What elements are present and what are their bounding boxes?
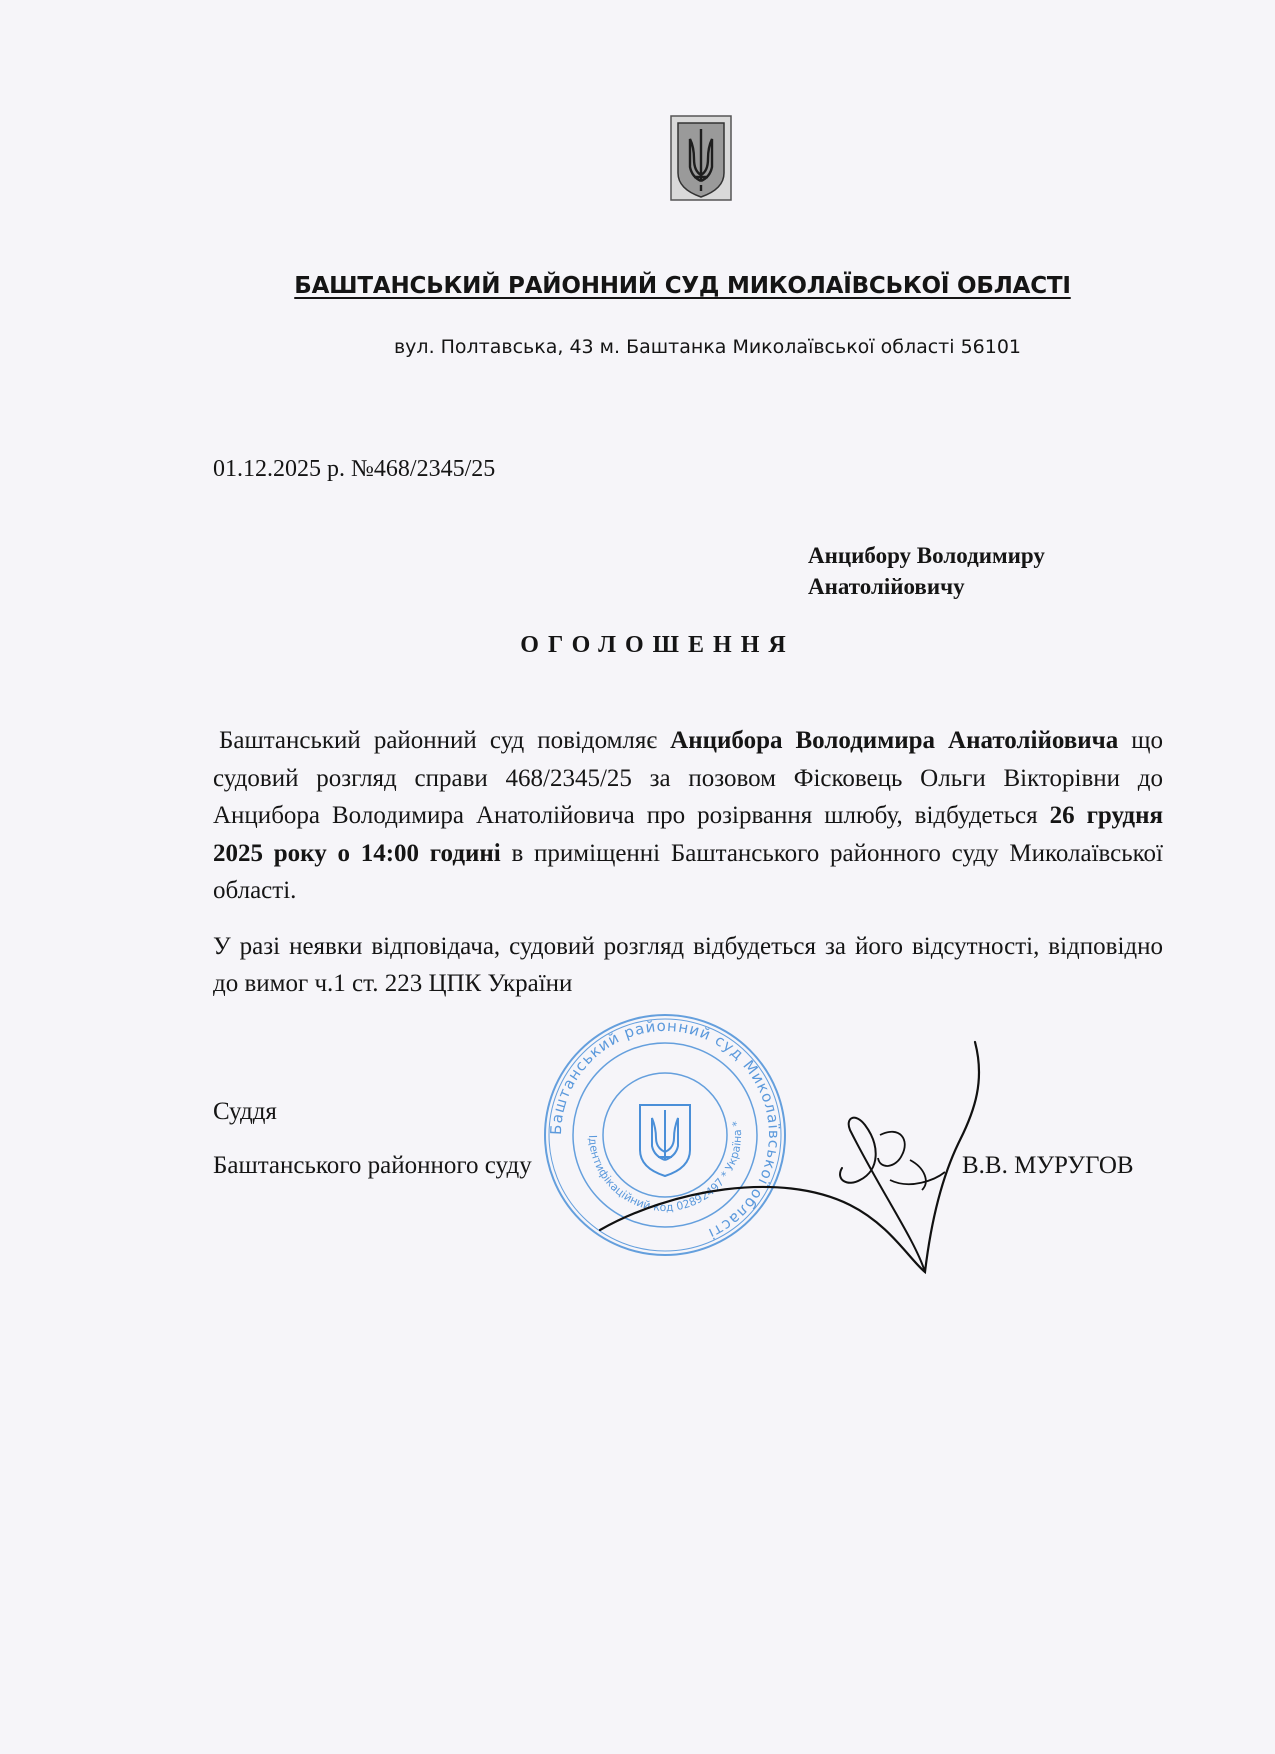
addressee (808, 540, 1128, 602)
judge-court: Баштанського районного суду (213, 1152, 532, 1179)
judge-title: Суддя (213, 1098, 277, 1125)
stamp-outer-text: Баштанський районний суд Миколаївської області (546, 1016, 784, 1244)
document-heading: ОГОЛОШЕННЯ (520, 632, 795, 658)
judge-signature (580, 1030, 1000, 1290)
court-address: вул. Полтавська, 43 м. Баштанка Миколаївської області 56101 (393, 336, 1022, 358)
notice-paragraph (213, 722, 1163, 910)
stamp-inner-text: Ідентифікаційний код 02892497 * Україна * (585, 1119, 745, 1215)
judge-name: В.В. МУРУГОВ (962, 1152, 1134, 1179)
hearing-datetime: 26 грудня 2025 року о 14:00 годині (213, 802, 1163, 867)
text-run: що судовий розгляд справи 468/2345/25 за позовом Фісковець Ольги Вікторівни до Анцибора Володимира Анатолійовича про розірвання шлюбу, відбудеться (213, 727, 1163, 829)
court-name: БАШТАНСЬКИЙ РАЙОННИЙ СУД МИКОЛАЇВСЬКОЇ ОБЛАСТІ (294, 273, 1071, 299)
text-run: в приміщенні Баштанського районного суду Миколаївської області. (213, 839, 1163, 904)
date-and-reference: 01.12.2025 р. №468/2345/25 (213, 456, 496, 482)
text-run: Баштанський районний суд повідомляє (219, 727, 671, 754)
addressee-line: Анатолійовичу (808, 574, 965, 599)
notice-paragraph: У разі неявки відповідача, судовий розгляд відбудеться за його відсутності, відповідно до вимог ч.1 ст. 223 ЦПК України (213, 932, 1163, 997)
addressee-line: Анцибору Володимиру (808, 543, 1045, 568)
notice-body (213, 722, 1163, 1003)
defendant-name: Анцибора Володимира Анатолійовича (670, 727, 1119, 754)
coat-of-arms-icon (670, 115, 732, 201)
